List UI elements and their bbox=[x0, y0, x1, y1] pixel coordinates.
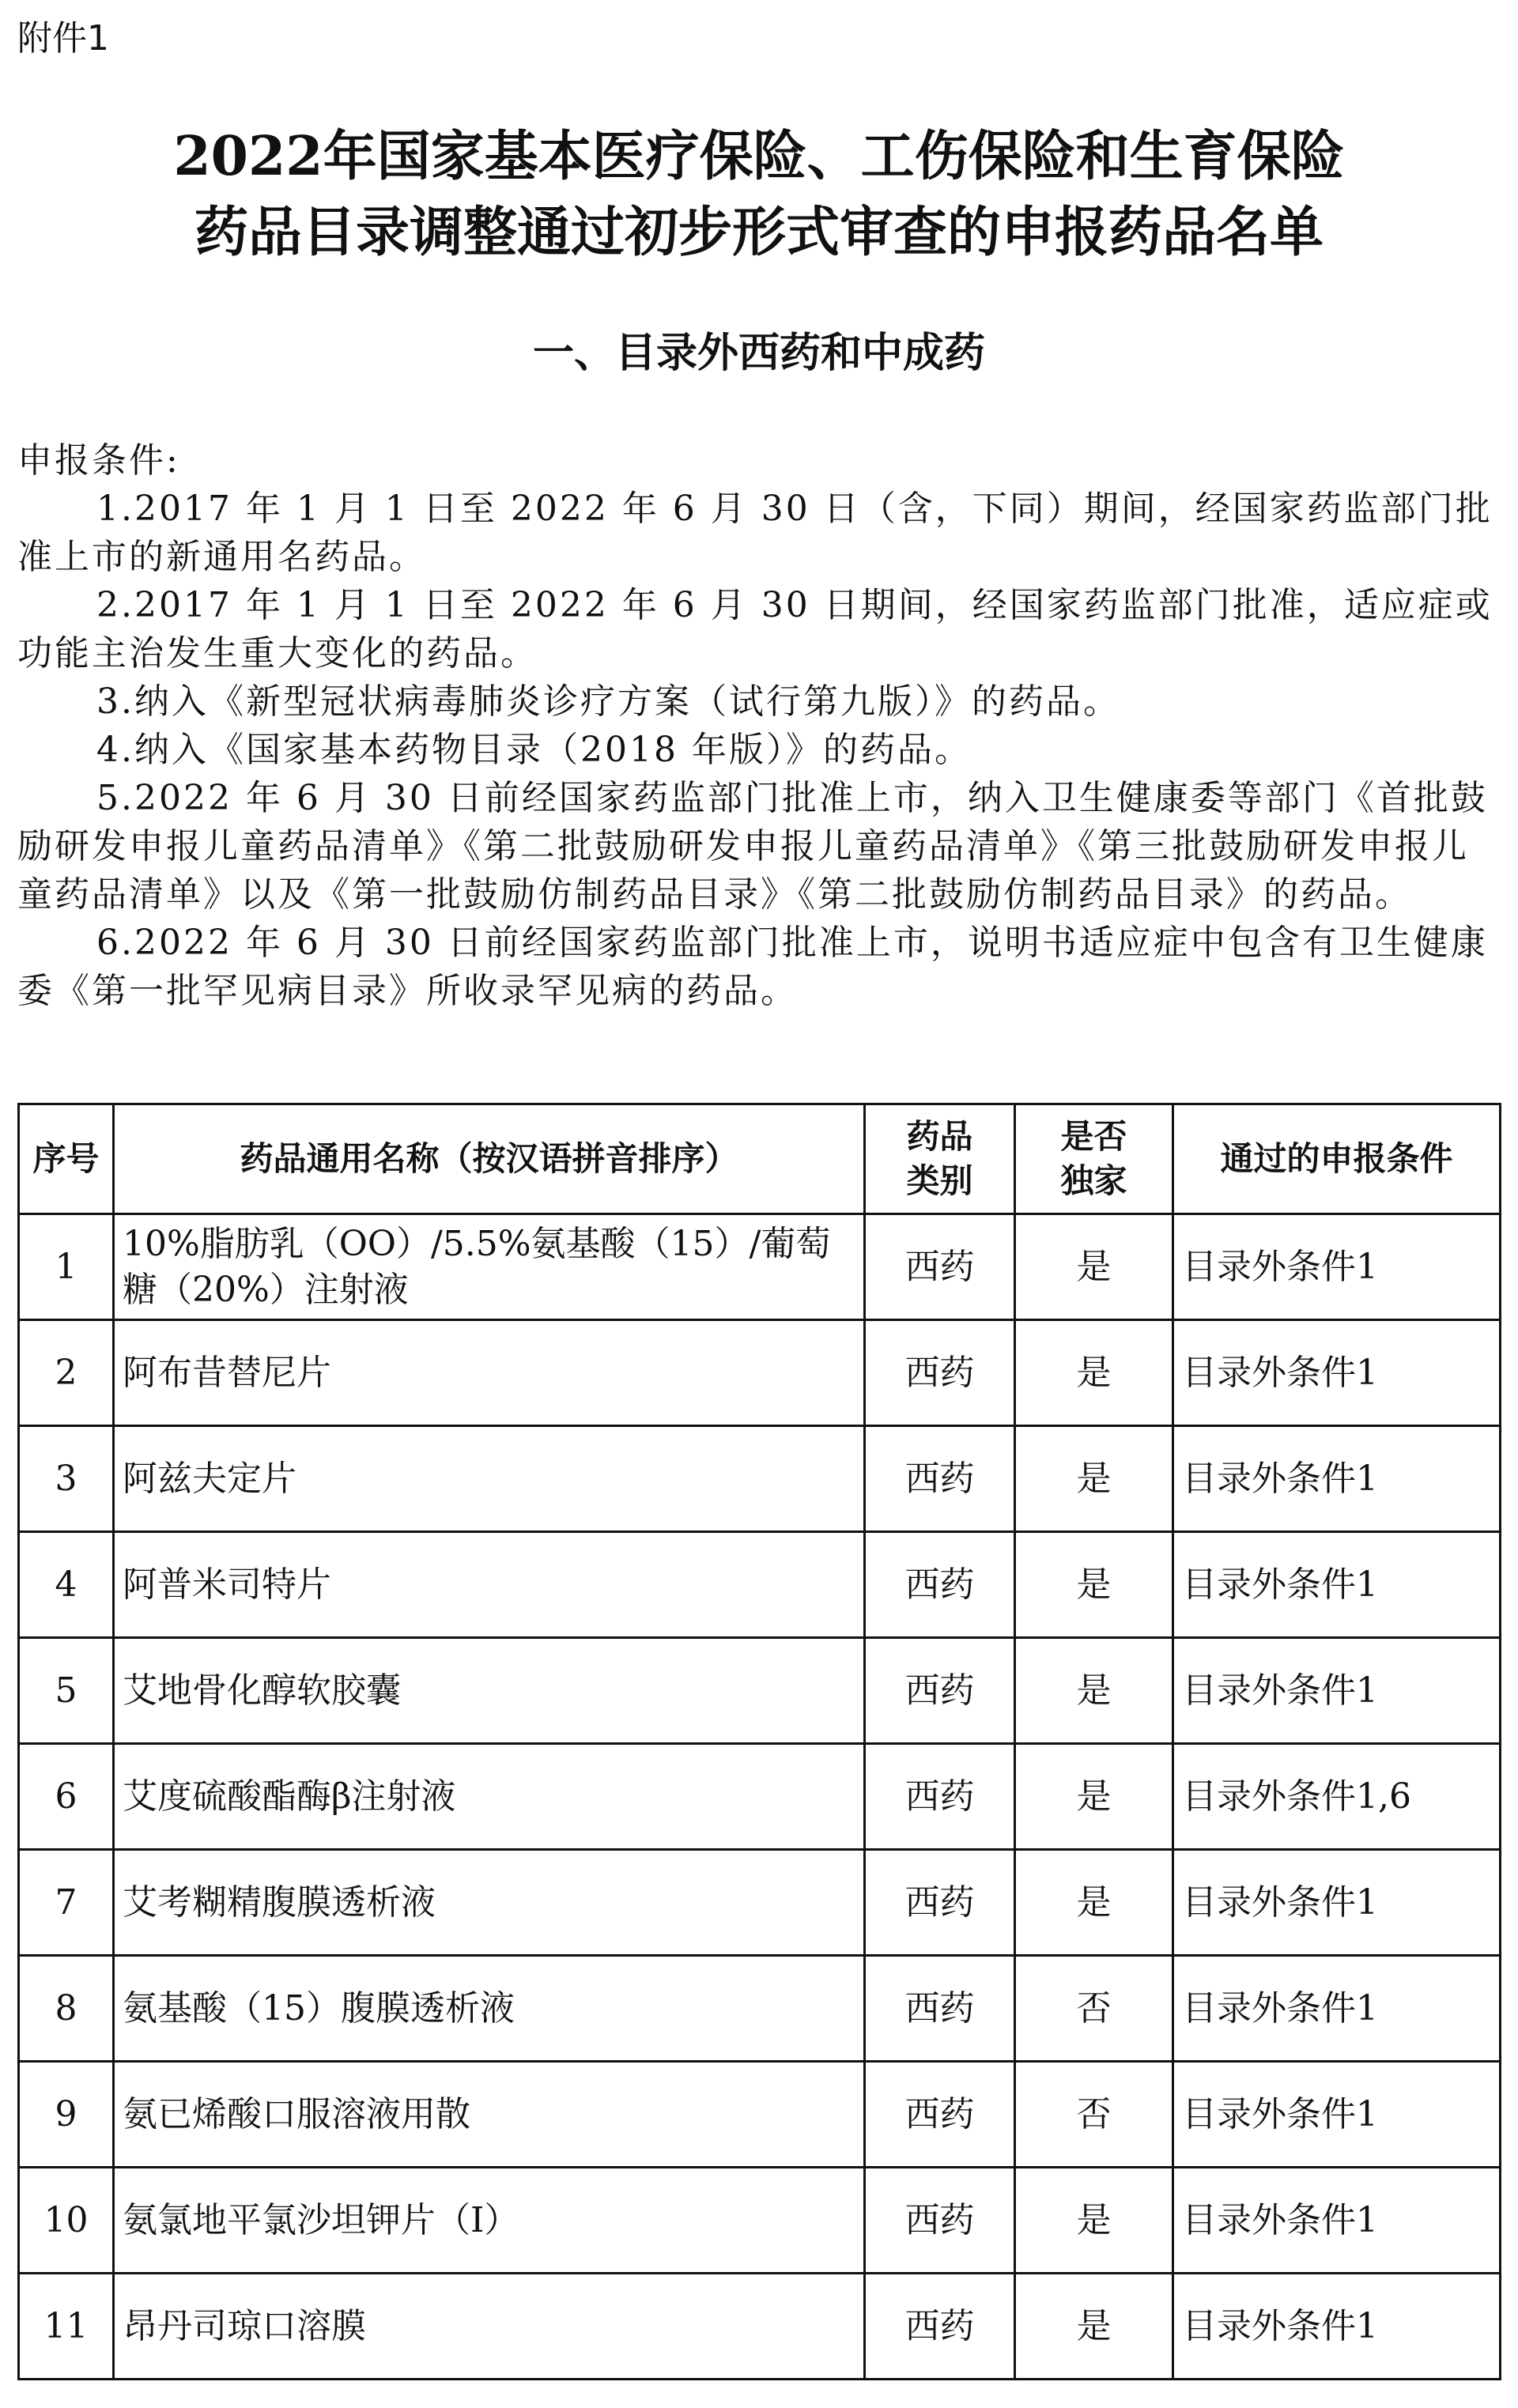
cell-category: 西药 bbox=[865, 2274, 1015, 2380]
cell-exclusive: 是 bbox=[1015, 1320, 1173, 1426]
cell-category: 西药 bbox=[865, 2062, 1015, 2168]
condition-item: 1.2017 年 1 月 1 日至 2022 年 6 月 30 日（含，下同）期间，经国家药监部门批准上市的新通用名药品。 bbox=[17, 489, 1493, 577]
cell-condition: 目录外条件1 bbox=[1173, 1214, 1501, 1320]
table-row bbox=[19, 1320, 1501, 1426]
cell-condition: 目录外条件1 bbox=[1173, 1532, 1501, 1638]
cell-name: 10%脂肪乳（OO）/5.5%氨基酸（15）/葡萄糖（20%）注射液 bbox=[114, 1214, 865, 1320]
cell-no: 6 bbox=[19, 1744, 114, 1850]
table-body bbox=[19, 1214, 1501, 2380]
condition-item: 4.纳入《国家基本药物目录（2018 年版）》的药品。 bbox=[96, 730, 972, 770]
table-row bbox=[19, 1638, 1501, 1744]
cell-name: 氨已烯酸口服溶液用散 bbox=[114, 2062, 865, 2168]
cell-category: 西药 bbox=[865, 1320, 1015, 1426]
table-row bbox=[19, 1956, 1501, 2062]
header-exclusive-line1: 是否 bbox=[1060, 1117, 1127, 1156]
cell-condition: 目录外条件1 bbox=[1173, 2274, 1501, 2380]
header-name: 药品通用名称（按汉语拼音排序） bbox=[114, 1104, 865, 1214]
cell-category: 西药 bbox=[865, 1532, 1015, 1638]
cell-name: 阿布昔替尼片 bbox=[114, 1320, 865, 1426]
cell-exclusive: 是 bbox=[1015, 1426, 1173, 1532]
cell-name: 阿兹夫定片 bbox=[114, 1426, 865, 1532]
header-category bbox=[865, 1104, 1015, 1214]
header-exclusive bbox=[1015, 1104, 1173, 1214]
cell-name: 艾地骨化醇软胶囊 bbox=[114, 1638, 865, 1744]
condition-item: 2.2017 年 1 月 1 日至 2022 年 6 月 30 日期间，经国家药监部门批准，适应症或功能主治发生重大变化的药品。 bbox=[17, 585, 1493, 674]
table-row bbox=[19, 2168, 1501, 2274]
cell-no: 2 bbox=[19, 1320, 114, 1426]
cell-no: 1 bbox=[19, 1214, 114, 1320]
cell-no: 7 bbox=[19, 1850, 114, 1956]
cell-exclusive: 是 bbox=[1015, 1744, 1173, 1850]
conditions-block bbox=[17, 436, 1501, 1015]
cell-exclusive: 是 bbox=[1015, 2274, 1173, 2380]
condition-item: 3.纳入《新型冠状病毒肺炎诊疗方案（试行第九版）》的药品。 bbox=[96, 681, 1120, 722]
cell-no: 4 bbox=[19, 1532, 114, 1638]
drug-list-table bbox=[17, 1103, 1501, 2380]
cell-name: 艾度硫酸酯酶β注射液 bbox=[114, 1744, 865, 1850]
cell-name: 阿普米司特片 bbox=[114, 1532, 865, 1638]
cell-exclusive: 是 bbox=[1015, 1638, 1173, 1744]
header-condition: 通过的申报条件 bbox=[1173, 1104, 1501, 1214]
section-heading: 一、目录外西药和中成药 bbox=[532, 330, 985, 377]
cell-category: 西药 bbox=[865, 1744, 1015, 1850]
cell-condition: 目录外条件1 bbox=[1173, 1956, 1501, 2062]
table-row bbox=[19, 1426, 1501, 1532]
document-title bbox=[0, 119, 1518, 270]
header-exclusive-line2: 独家 bbox=[1060, 1161, 1127, 1200]
cell-name: 昂丹司琼口溶膜 bbox=[114, 2274, 865, 2380]
condition-item: 5.2022 年 6 月 30 日前经国家药监部门批准上市，纳入卫生健康委等部门《首批鼓励研发申报儿童药品清单》《第二批鼓励研发申报儿童药品清单》《第三批鼓励研发申报儿童药品清单》以及《第一批鼓励仿制药品目录》《第二批鼓励仿制药品目录》的药品。 bbox=[17, 778, 1488, 915]
cell-exclusive: 是 bbox=[1015, 1532, 1173, 1638]
cell-category: 西药 bbox=[865, 1956, 1015, 2062]
cell-exclusive: 是 bbox=[1015, 2168, 1173, 2274]
conditions-heading: 申报条件: bbox=[17, 440, 180, 481]
table-header-row bbox=[19, 1104, 1501, 1214]
cell-category: 西药 bbox=[865, 1214, 1015, 1320]
header-category-line2: 类别 bbox=[906, 1161, 973, 1200]
cell-condition: 目录外条件1 bbox=[1173, 1426, 1501, 1532]
table-row bbox=[19, 1532, 1501, 1638]
cell-name: 氨基酸（15）腹膜透析液 bbox=[114, 1956, 865, 2062]
cell-exclusive: 否 bbox=[1015, 2062, 1173, 2168]
cell-condition: 目录外条件1,6 bbox=[1173, 1744, 1501, 1850]
cell-condition: 目录外条件1 bbox=[1173, 1850, 1501, 1956]
cell-condition: 目录外条件1 bbox=[1173, 1320, 1501, 1426]
table-row bbox=[19, 1744, 1501, 1850]
title-line-1: 2022年国家基本医疗保险、工伤保险和生育保险 bbox=[173, 125, 1345, 188]
cell-category: 西药 bbox=[865, 2168, 1015, 2274]
table-row bbox=[19, 2062, 1501, 2168]
cell-condition: 目录外条件1 bbox=[1173, 1638, 1501, 1744]
title-line-2: 药品目录调整通过初步形式审查的申报药品名单 bbox=[194, 201, 1324, 264]
cell-exclusive: 是 bbox=[1015, 1850, 1173, 1956]
cell-no: 11 bbox=[19, 2274, 114, 2380]
cell-no: 3 bbox=[19, 1426, 114, 1532]
cell-condition: 目录外条件1 bbox=[1173, 2062, 1501, 2168]
table-row bbox=[19, 1850, 1501, 1956]
table-row bbox=[19, 1214, 1501, 1320]
cell-no: 9 bbox=[19, 2062, 114, 2168]
cell-exclusive: 是 bbox=[1015, 1214, 1173, 1320]
condition-item: 6.2022 年 6 月 30 日前经国家药监部门批准上市，说明书适应症中包含有卫生健康委《第一批罕见病目录》所收录罕见病的药品。 bbox=[17, 923, 1488, 1011]
cell-exclusive: 否 bbox=[1015, 1956, 1173, 2062]
cell-name: 艾考糊精腹膜透析液 bbox=[114, 1850, 865, 1956]
cell-no: 10 bbox=[19, 2168, 114, 2274]
cell-no: 8 bbox=[19, 1956, 114, 2062]
header-no: 序号 bbox=[19, 1104, 114, 1214]
cell-no: 5 bbox=[19, 1638, 114, 1744]
table-row bbox=[19, 2274, 1501, 2380]
cell-category: 西药 bbox=[865, 1426, 1015, 1532]
header-category-line1: 药品 bbox=[906, 1117, 973, 1156]
cell-condition: 目录外条件1 bbox=[1173, 2168, 1501, 2274]
attachment-label: 附件1 bbox=[17, 18, 109, 59]
cell-category: 西药 bbox=[865, 1638, 1015, 1744]
cell-category: 西药 bbox=[865, 1850, 1015, 1956]
cell-name: 氨氯地平氯沙坦钾片（Ⅰ） bbox=[114, 2168, 865, 2274]
